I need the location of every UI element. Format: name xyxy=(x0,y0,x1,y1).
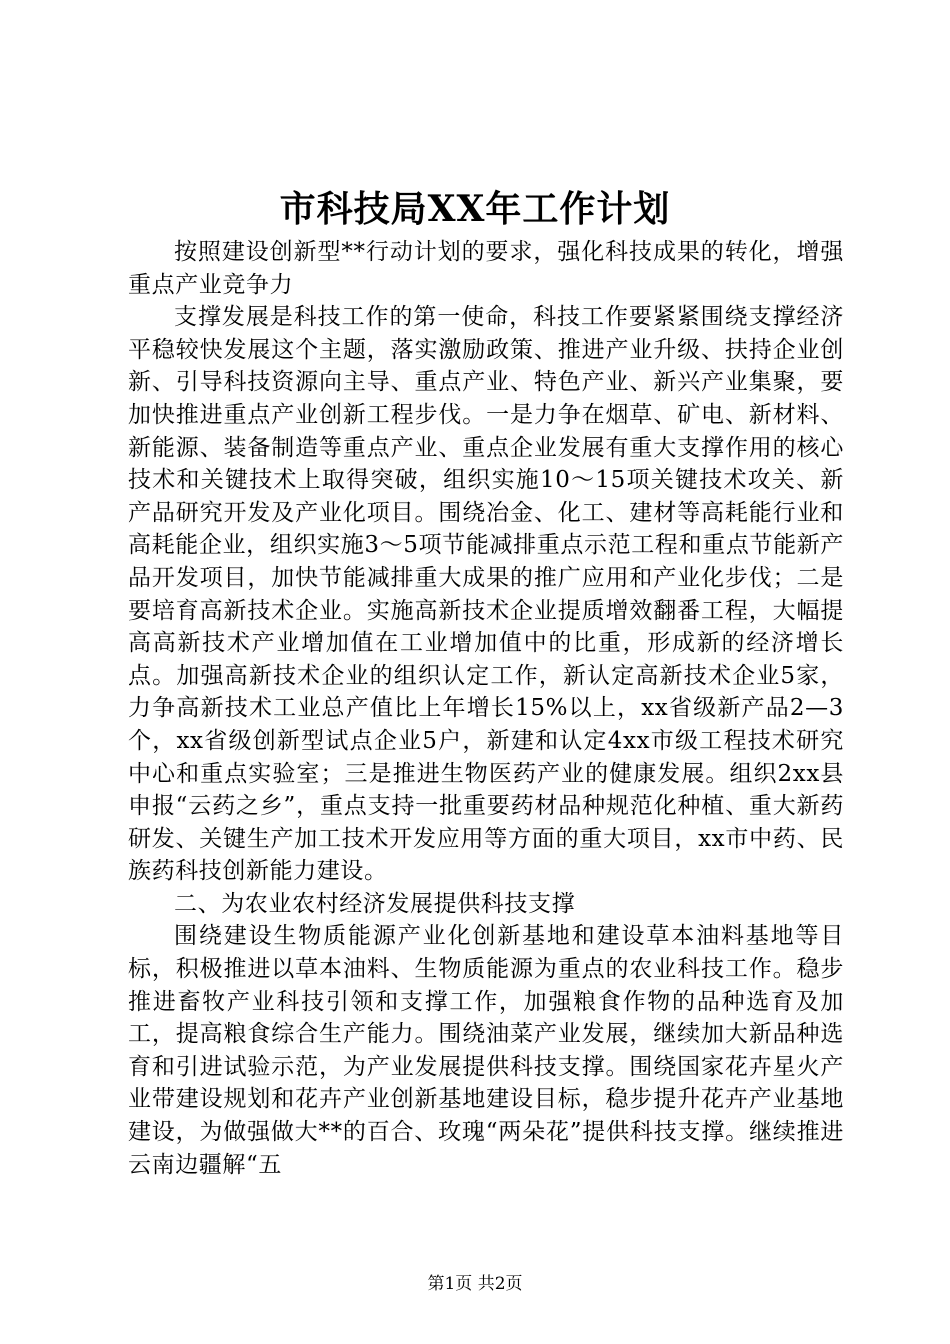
document-body xyxy=(128,236,844,1181)
section-heading-agriculture: 二、为农业农村经济发展提供科技支撑 xyxy=(174,890,576,917)
document-title: 市科技局XX年工作计划 xyxy=(279,188,671,230)
paragraph-industry-support: 支撑发展是科技工作的第一使命，科技工作要紧紧围绕支撑经济平稳较快发展这个主题，落实激励政策、推进产业升级、扶持企业创新、引导科技资源向主导、重点产业、特色产业、新兴产业集聚，要加快推进重点产业创新工程步伐。一是力争在烟草、矿电、新材料、新能源、装备制造等重点产业、重点企业发展有重大支撑作用的核心技术和关键技术上取得突破，组织实施10～15项关键技术攻关、新产品研究开发及产业化项目。围绕冶金、化工、建材等高耗能行业和高耗能企业，组织实施3～5项节能减排重点示范工程和重点节能新产品开发项目，加快节能减排重大成果的推广应用和产业化步伐；二是要培育高新技术企业。实施高新技术企业提质增效翻番工程，大幅提高高新技术产业增加值在工业增加值中的比重，形成新的经济增长点。加强高新技术企业的组织认定工作，新认定高新技术企业5家，力争高新技术工业总产值比上年增长15%以上，xx省级新产品2—3个，xx省级创新型试点企业5户，新建和认定4xx市级工程技术研究中心和重点实验室；三是推进生物医药产业的健康发展。组织2xx县申报“云药之乡”，重点支持一批重要药材品种规范化种植、重大新药研发、关键生产加工技术开发应用等方面的重大项目，xx市中药、民族药科技创新能力建设。 xyxy=(128,304,844,885)
paragraph-intro: 按照建设创新型**行动计划的要求，强化科技成果的转化，增强重点产业竞争力 xyxy=(128,239,844,298)
page-footer: 第1页 共2页 xyxy=(427,1274,523,1294)
paragraph-agriculture: 围绕建设生物质能源产业化创新基地和建设草本油料基地等目标，积极推进以草本油料、生物质能源为重点的农业科技工作。稳步推进畜牧产业科技引领和支撑工作，加强粮食作物的品种选育及加工，提高粮食综合生产能力。围绕油菜产业发展，继续加大新品种选育和引进试验示范，为产业发展提供科技支撑。围绕国家花卉星火产业带建设规划和花卉产业创新基地建设目标，稳步提升花卉产业基地建设，为做强做大**的百合、玫瑰“两朵花”提供科技支撑。继续推进云南边疆解“五 xyxy=(128,923,844,1178)
